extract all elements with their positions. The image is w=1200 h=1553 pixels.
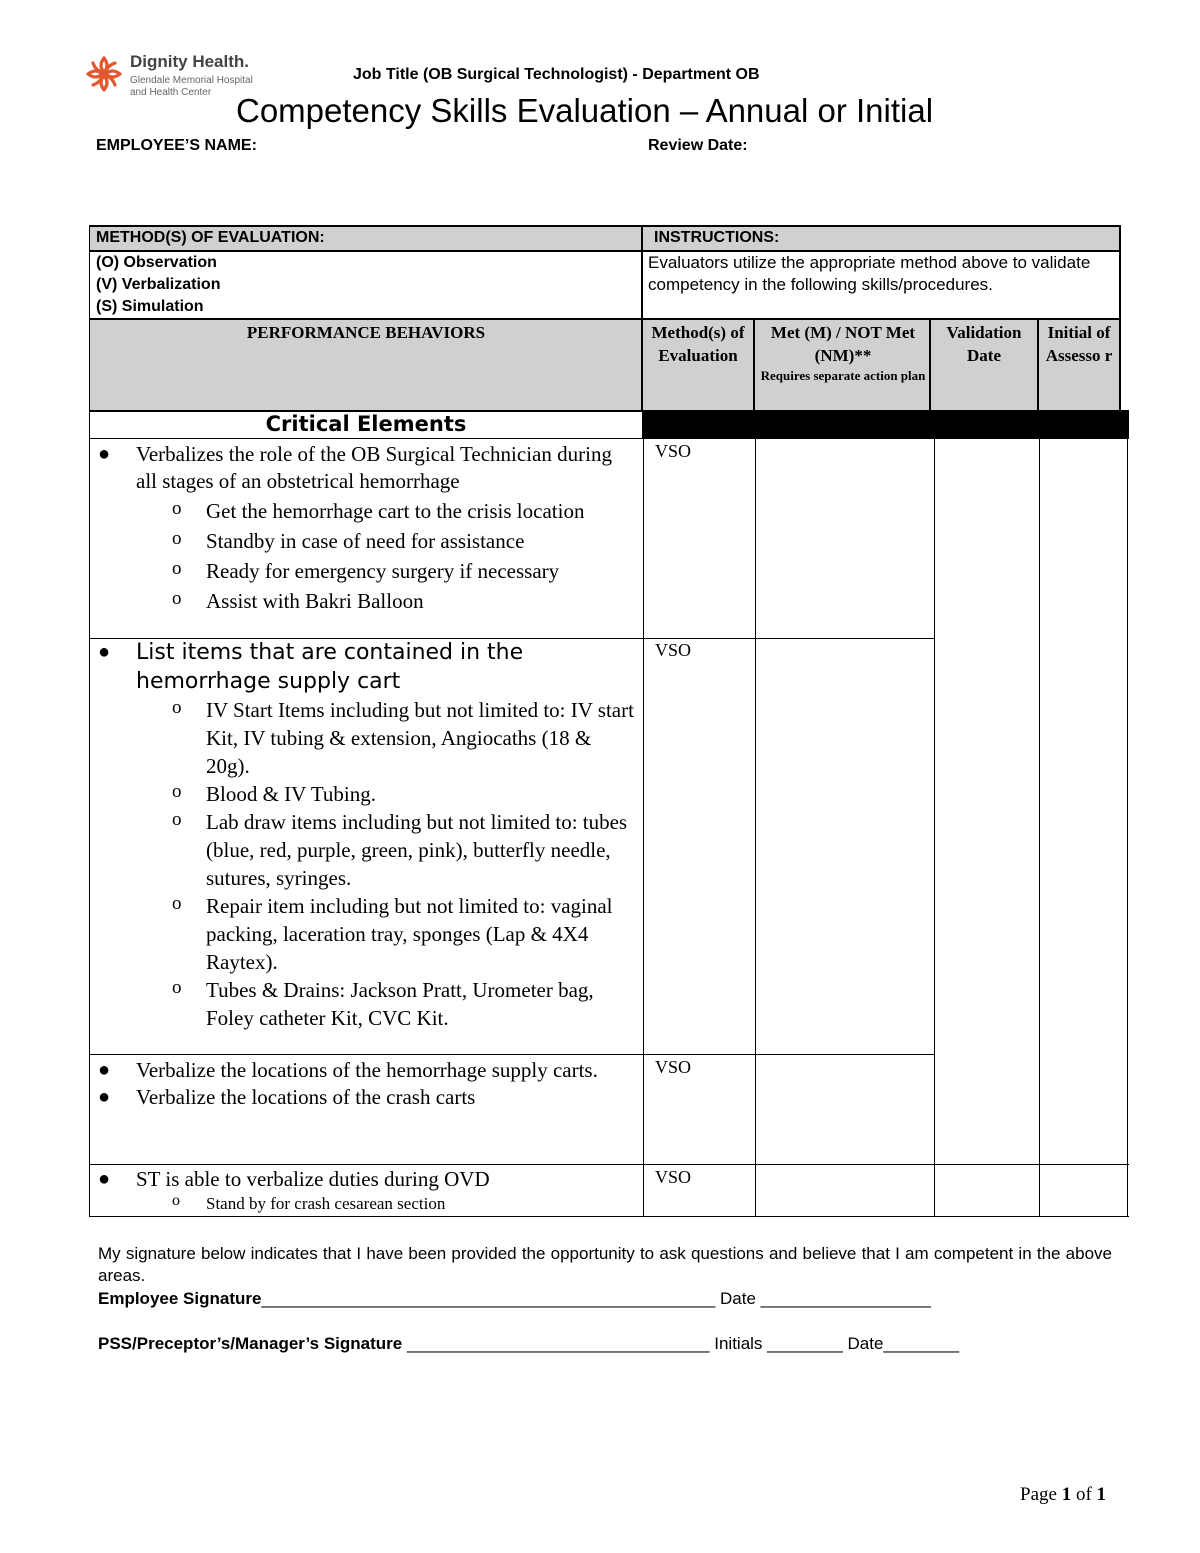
list-item: o Assist with Bakri Balloon xyxy=(172,588,424,613)
table-row xyxy=(96,441,636,615)
employee-date-field[interactable]: __________________ xyxy=(760,1289,931,1308)
page-number: Page 1 of 1 xyxy=(1020,1484,1107,1505)
list-item: o Lab draw items including but not limited to: tubes (blue, red, purple, green, pink), butterfly needle, sutures, syringes. xyxy=(172,809,628,890)
col-performance-behaviors: PERFORMANCE BEHAVIORS xyxy=(246,323,486,342)
bullet-icon: ● xyxy=(98,443,111,465)
manager-signature-field[interactable]: ________________________________ xyxy=(406,1334,710,1353)
sub-bullet-icon: o xyxy=(172,977,182,998)
employee-name-label: EMPLOYEE’S NAME: xyxy=(96,137,257,154)
bullet-icon: ● xyxy=(98,1059,111,1081)
list-item: ● ST is able to verbalize duties during OVD xyxy=(98,1167,490,1191)
manager-date-field[interactable]: ________ xyxy=(883,1334,960,1353)
list-item: o Get the hemorrhage cart to the crisis location xyxy=(172,498,585,523)
list-item: ● Verbalize the locations of the hemorrhage supply carts. xyxy=(98,1058,598,1082)
instructions-text: Evaluators utilize the appropriate method above to validate competency in the following skills/procedures. xyxy=(648,253,1091,294)
bullet-icon: ● xyxy=(98,1086,111,1108)
method-observation: (O) Observation xyxy=(96,254,217,271)
list-item: ● List items that are contained in the hemorrhage supply cart xyxy=(98,640,524,694)
bullet-icon: ● xyxy=(98,641,111,663)
methods-list xyxy=(96,252,220,318)
bullet-icon: ● xyxy=(98,1168,111,1190)
table-row xyxy=(96,1166,636,1215)
list-item: o Stand by for crash cesarean section xyxy=(172,1192,446,1213)
sub-bullet-icon: o xyxy=(172,498,182,519)
employee-signature-row xyxy=(98,1289,931,1309)
initials-field[interactable]: ________ xyxy=(767,1334,843,1353)
col-method-of-evaluation: Method(s) of Evaluation xyxy=(651,323,745,365)
list-item: o Ready for emergency surgery if necessary xyxy=(172,558,560,583)
col-met-not-met: Met (M) / NOT Met (NM)** Requires separate action plan xyxy=(757,321,929,385)
col-initial-of-assessor: Initial of Assesso r xyxy=(1045,323,1113,365)
list-item: o Repair item including but not limited to: vaginal packing, laceration tray, sponges (Lap & 4X4 Raytex). xyxy=(172,893,613,974)
list-item: o Standby in case of need for assistance xyxy=(172,528,525,553)
sub-bullet-icon: o xyxy=(172,588,182,609)
initials-label: Initials xyxy=(714,1334,763,1353)
sub-bullet-icon: o xyxy=(172,558,182,579)
list-item: o Tubes & Drains: Jackson Pratt, Urometer bag, Foley catheter Kit, CVC Kit. xyxy=(172,977,594,1030)
list-item: o IV Start Items including but not limited to: IV start Kit, IV tubing & extension, Angiocaths (18 & 20g). xyxy=(172,697,634,778)
logo-star-icon xyxy=(84,54,124,94)
col-met-note: Requires separate action plan xyxy=(760,368,926,383)
review-date-label: Review Date: xyxy=(648,137,748,154)
row-2-method: VSO xyxy=(655,640,692,660)
row-1-method: VSO xyxy=(655,441,692,461)
job-title: Job Title (OB Surgical Technologist) - Department OB xyxy=(353,66,760,83)
employee-signature-label: Employee Signature xyxy=(98,1289,262,1308)
col-validation-date: Validation Date xyxy=(946,323,1022,365)
sub-bullet-icon: o xyxy=(172,1192,180,1209)
methods-heading: METHOD(S) OF EVALUATION: xyxy=(96,229,325,246)
list-item: ● Verbalize the locations of the crash carts xyxy=(98,1085,476,1109)
signature-statement: My signature below indicates that I have been provided the opportunity to ask questions and believe that I am competent in the above areas. xyxy=(98,1244,1112,1285)
manager-date-label: Date xyxy=(847,1334,884,1353)
critical-elements-heading: Critical Elements xyxy=(265,412,467,436)
row-3-method: VSO xyxy=(655,1057,692,1077)
table-row xyxy=(96,638,636,1032)
sub-bullet-icon: o xyxy=(172,528,182,549)
sub-bullet-icon: o xyxy=(172,781,182,802)
logo-subtitle: Glendale Memorial Hospital and Health Center xyxy=(130,75,253,98)
critical-elements-band xyxy=(642,411,1129,439)
list-item: ● Verbalizes the role of the OB Surgical Technician during all stages of an obstetrical hemorrhage xyxy=(98,442,612,493)
document-title: Competency Skills Evaluation – Annual or Initial xyxy=(236,92,934,129)
sub-bullet-icon: o xyxy=(172,809,182,830)
logo-brand: Dignity Health. xyxy=(130,52,250,71)
table-row xyxy=(96,1057,636,1111)
row-4-method: VSO xyxy=(655,1167,692,1187)
method-simulation: (S) Simulation xyxy=(96,298,204,315)
sub-bullet-icon: o xyxy=(172,697,182,718)
instructions-heading: INSTRUCTIONS: xyxy=(654,229,780,246)
method-verbalization: (V) Verbalization xyxy=(96,276,221,293)
manager-signature-row xyxy=(98,1334,959,1354)
employee-date-label: Date xyxy=(720,1289,756,1308)
manager-signature-label: PSS/Preceptor’s/Manager’s Signature xyxy=(98,1334,403,1353)
list-item: o Blood & IV Tubing. xyxy=(172,781,376,806)
sub-bullet-icon: o xyxy=(172,893,182,914)
employee-signature-field[interactable]: ________________________________________________ xyxy=(261,1289,716,1308)
